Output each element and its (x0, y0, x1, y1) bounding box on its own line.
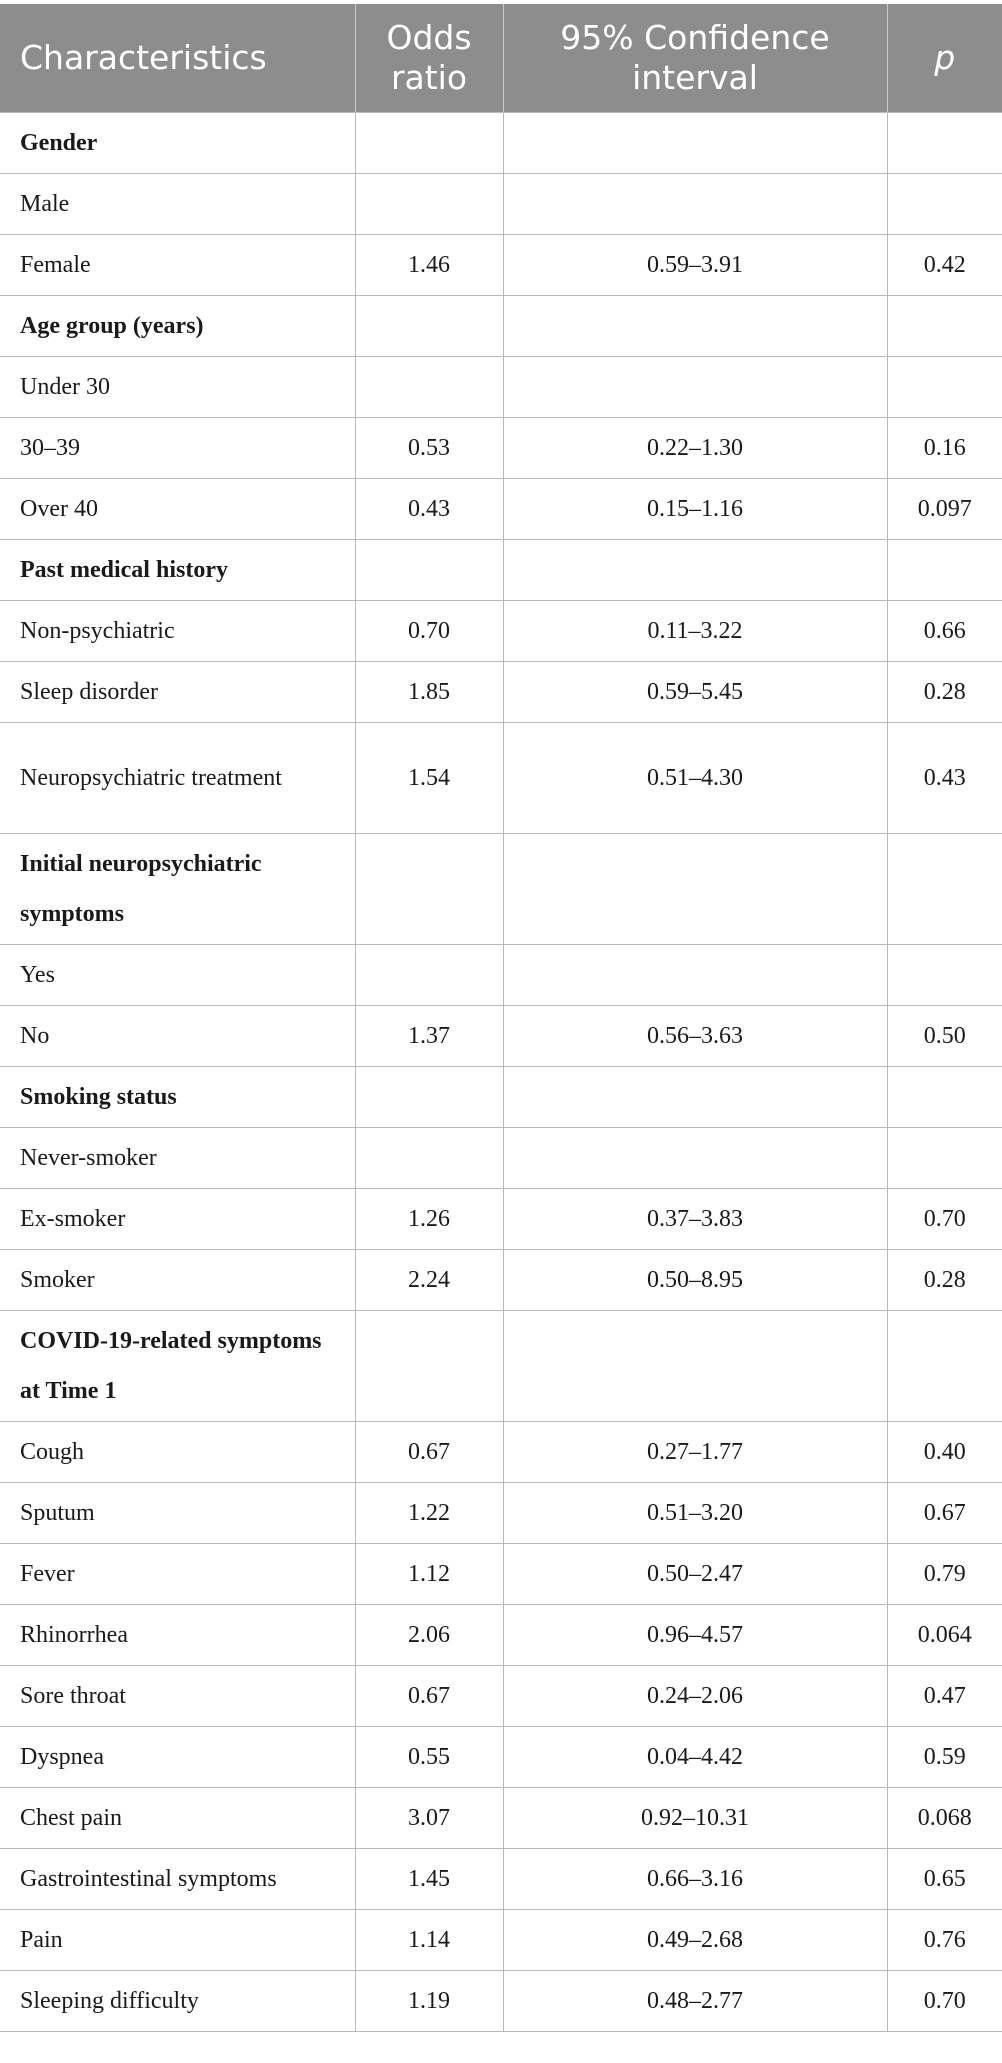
table-row (0, 1250, 1002, 1311)
cell-confidence-interval (503, 174, 887, 235)
cell-p-value (887, 945, 1002, 1006)
cell-characteristic: COVID-19-related symptoms at Time 1 (0, 1311, 355, 1422)
odds-ratio-table (0, 4, 1002, 2032)
cell-odds-ratio: 0.43 (355, 479, 503, 540)
cell-confidence-interval (503, 834, 887, 945)
table-row (0, 1727, 1002, 1788)
cell-odds-ratio (355, 1311, 503, 1422)
table-row (0, 1189, 1002, 1250)
table-row (0, 1006, 1002, 1067)
cell-confidence-interval: 0.49–2.68 (503, 1910, 887, 1971)
cell-p-value: 0.064 (887, 1605, 1002, 1666)
cell-odds-ratio (355, 113, 503, 174)
table-row (0, 357, 1002, 418)
cell-characteristic: Chest pain (0, 1788, 355, 1849)
cell-characteristic: Sore throat (0, 1666, 355, 1727)
cell-odds-ratio: 1.46 (355, 235, 503, 296)
table-row (0, 945, 1002, 1006)
cell-characteristic: Sputum (0, 1483, 355, 1544)
table-row (0, 723, 1002, 834)
cell-characteristic: Gastrointestinal symptoms (0, 1849, 355, 1910)
cell-odds-ratio (355, 540, 503, 601)
cell-characteristic: Fever (0, 1544, 355, 1605)
cell-confidence-interval (503, 1067, 887, 1128)
header-confidence-interval: 95% Confidence interval (503, 4, 887, 113)
table-row (0, 1788, 1002, 1849)
cell-confidence-interval: 0.50–8.95 (503, 1250, 887, 1311)
cell-odds-ratio (355, 1128, 503, 1189)
cell-confidence-interval: 0.92–10.31 (503, 1788, 887, 1849)
cell-confidence-interval: 0.27–1.77 (503, 1422, 887, 1483)
cell-characteristic: 30–39 (0, 418, 355, 479)
cell-confidence-interval (503, 1128, 887, 1189)
cell-p-value (887, 174, 1002, 235)
table-row (0, 1544, 1002, 1605)
cell-confidence-interval: 0.96–4.57 (503, 1605, 887, 1666)
cell-p-value (887, 1128, 1002, 1189)
cell-odds-ratio: 0.70 (355, 601, 503, 662)
cell-p-value: 0.068 (887, 1788, 1002, 1849)
cell-odds-ratio (355, 945, 503, 1006)
header-characteristics: Characteristics (0, 4, 355, 113)
cell-odds-ratio: 1.14 (355, 1910, 503, 1971)
table-row (0, 174, 1002, 235)
cell-odds-ratio: 1.37 (355, 1006, 503, 1067)
table-row (0, 235, 1002, 296)
cell-p-value: 0.70 (887, 1971, 1002, 2032)
cell-odds-ratio: 2.06 (355, 1605, 503, 1666)
table-group-row (0, 1311, 1002, 1422)
cell-confidence-interval: 0.51–4.30 (503, 723, 887, 834)
cell-confidence-interval: 0.59–5.45 (503, 662, 887, 723)
cell-characteristic: Past medical history (0, 540, 355, 601)
cell-confidence-interval: 0.59–3.91 (503, 235, 887, 296)
cell-odds-ratio (355, 357, 503, 418)
cell-odds-ratio: 1.22 (355, 1483, 503, 1544)
table-row (0, 1605, 1002, 1666)
cell-characteristic: Rhinorrhea (0, 1605, 355, 1666)
cell-characteristic: Never-smoker (0, 1128, 355, 1189)
cell-odds-ratio: 1.26 (355, 1189, 503, 1250)
cell-p-value (887, 296, 1002, 357)
header-odds-ratio: Odds ratio (355, 4, 503, 113)
table-group-row (0, 113, 1002, 174)
table-row (0, 1666, 1002, 1727)
cell-confidence-interval (503, 296, 887, 357)
cell-characteristic: Pain (0, 1910, 355, 1971)
cell-p-value: 0.28 (887, 662, 1002, 723)
table-group-row (0, 834, 1002, 945)
cell-characteristic: Male (0, 174, 355, 235)
cell-characteristic: Neuropsychiatric treatment (0, 723, 355, 834)
cell-p-value: 0.76 (887, 1910, 1002, 1971)
table-row (0, 1128, 1002, 1189)
results-table-container (0, 4, 1002, 2032)
cell-characteristic: Under 30 (0, 357, 355, 418)
cell-characteristic: Sleep disorder (0, 662, 355, 723)
cell-characteristic: Yes (0, 945, 355, 1006)
cell-characteristic: No (0, 1006, 355, 1067)
cell-p-value: 0.097 (887, 479, 1002, 540)
table-row (0, 479, 1002, 540)
cell-odds-ratio: 1.45 (355, 1849, 503, 1910)
table-row (0, 1971, 1002, 2032)
table-group-row (0, 540, 1002, 601)
cell-characteristic: Age group (years) (0, 296, 355, 357)
cell-odds-ratio (355, 174, 503, 235)
cell-confidence-interval: 0.56–3.63 (503, 1006, 887, 1067)
cell-characteristic: Dyspnea (0, 1727, 355, 1788)
cell-p-value: 0.42 (887, 235, 1002, 296)
cell-characteristic: Cough (0, 1422, 355, 1483)
cell-confidence-interval: 0.48–2.77 (503, 1971, 887, 2032)
cell-p-value (887, 540, 1002, 601)
cell-characteristic: Ex-smoker (0, 1189, 355, 1250)
cell-characteristic: Non-psychiatric (0, 601, 355, 662)
cell-confidence-interval: 0.50–2.47 (503, 1544, 887, 1605)
cell-characteristic: Female (0, 235, 355, 296)
table-row (0, 662, 1002, 723)
cell-odds-ratio: 1.85 (355, 662, 503, 723)
cell-p-value: 0.79 (887, 1544, 1002, 1605)
header-row (0, 4, 1002, 113)
cell-confidence-interval: 0.22–1.30 (503, 418, 887, 479)
cell-odds-ratio (355, 296, 503, 357)
cell-p-value: 0.47 (887, 1666, 1002, 1727)
cell-confidence-interval: 0.04–4.42 (503, 1727, 887, 1788)
cell-confidence-interval: 0.15–1.16 (503, 479, 887, 540)
cell-characteristic: Sleeping difficulty (0, 1971, 355, 2032)
cell-p-value: 0.70 (887, 1189, 1002, 1250)
cell-p-value: 0.59 (887, 1727, 1002, 1788)
cell-odds-ratio: 1.19 (355, 1971, 503, 2032)
cell-odds-ratio: 0.53 (355, 418, 503, 479)
cell-confidence-interval (503, 113, 887, 174)
cell-characteristic: Initial neuropsychiatric symptoms (0, 834, 355, 945)
cell-p-value (887, 113, 1002, 174)
cell-confidence-interval: 0.66–3.16 (503, 1849, 887, 1910)
cell-characteristic: Smoker (0, 1250, 355, 1311)
cell-confidence-interval (503, 540, 887, 601)
cell-p-value: 0.50 (887, 1006, 1002, 1067)
cell-confidence-interval: 0.37–3.83 (503, 1189, 887, 1250)
cell-characteristic: Gender (0, 113, 355, 174)
cell-p-value (887, 357, 1002, 418)
cell-p-value: 0.67 (887, 1483, 1002, 1544)
cell-confidence-interval (503, 1311, 887, 1422)
cell-characteristic: Over 40 (0, 479, 355, 540)
cell-confidence-interval (503, 357, 887, 418)
cell-p-value: 0.43 (887, 723, 1002, 834)
cell-p-value: 0.28 (887, 1250, 1002, 1311)
cell-odds-ratio: 0.55 (355, 1727, 503, 1788)
cell-p-value (887, 1311, 1002, 1422)
table-group-row (0, 1067, 1002, 1128)
table-group-row (0, 296, 1002, 357)
cell-odds-ratio (355, 834, 503, 945)
table-row (0, 1422, 1002, 1483)
cell-p-value: 0.66 (887, 601, 1002, 662)
cell-odds-ratio: 0.67 (355, 1422, 503, 1483)
cell-p-value: 0.16 (887, 418, 1002, 479)
table-header (0, 4, 1002, 113)
table-body (0, 113, 1002, 2032)
cell-p-value (887, 834, 1002, 945)
cell-odds-ratio: 0.67 (355, 1666, 503, 1727)
table-row (0, 1910, 1002, 1971)
cell-confidence-interval (503, 945, 887, 1006)
cell-p-value: 0.40 (887, 1422, 1002, 1483)
header-p-value: p (887, 4, 1002, 113)
table-row (0, 1849, 1002, 1910)
cell-confidence-interval: 0.24–2.06 (503, 1666, 887, 1727)
table-row (0, 1483, 1002, 1544)
cell-confidence-interval: 0.11–3.22 (503, 601, 887, 662)
cell-p-value: 0.65 (887, 1849, 1002, 1910)
cell-odds-ratio: 1.54 (355, 723, 503, 834)
cell-odds-ratio: 1.12 (355, 1544, 503, 1605)
table-row (0, 418, 1002, 479)
cell-odds-ratio: 2.24 (355, 1250, 503, 1311)
cell-odds-ratio (355, 1067, 503, 1128)
cell-odds-ratio: 3.07 (355, 1788, 503, 1849)
cell-confidence-interval: 0.51–3.20 (503, 1483, 887, 1544)
cell-characteristic: Smoking status (0, 1067, 355, 1128)
cell-p-value (887, 1067, 1002, 1128)
table-row (0, 601, 1002, 662)
